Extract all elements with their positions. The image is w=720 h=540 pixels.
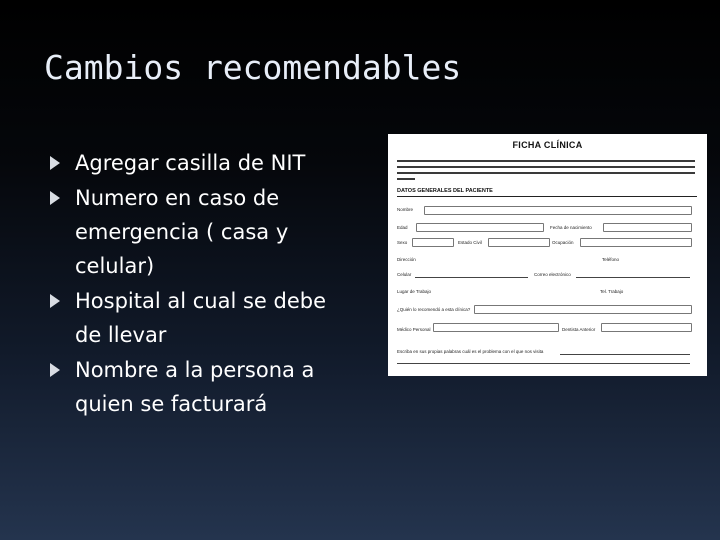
form-box-sexo	[412, 238, 454, 247]
form-section-rule	[397, 196, 697, 197]
form-box-dentista	[601, 323, 692, 332]
form-label-direccion: Dirección	[397, 257, 416, 262]
form-label-estado: Estado Civil	[458, 240, 482, 245]
form-label-sexo: Sexo	[397, 240, 408, 245]
form-box-estado	[488, 238, 550, 247]
form-line-correo	[576, 277, 690, 278]
form-label-problema: Escriba en sus propias palabras cuál es el problema con el que nos visita	[397, 349, 544, 354]
bullet-text: Hospital al cual se debe de llevar	[75, 289, 327, 347]
form-box-edad	[416, 223, 544, 232]
bullet-item-billing	[48, 353, 358, 421]
triangle-bullet-icon	[50, 294, 60, 308]
bullet-item-nit	[48, 146, 358, 180]
form-label-ocupacion: Ocupación	[552, 240, 574, 245]
form-section-header: DATOS GENERALES DEL PACIENTE	[397, 188, 493, 194]
form-line-problema	[560, 354, 690, 355]
form-label-tel-trabajo: Tel. Trabajo	[600, 289, 624, 294]
form-title: FICHA CLÍNICA	[512, 140, 583, 150]
form-label-referido: ¿Quién lo recomendó a esta clínica?	[397, 307, 471, 312]
form-label-correo: Correo electrónico	[534, 272, 571, 277]
form-intro-line	[397, 172, 695, 174]
form-box-medico	[433, 323, 559, 332]
form-label-celular: Celular	[397, 272, 412, 277]
form-line-problema-2	[397, 363, 690, 364]
bullet-text: Nombre a la persona a quien se facturará	[75, 358, 315, 416]
form-box-referido	[474, 305, 692, 314]
triangle-bullet-icon	[50, 191, 60, 205]
slide-title: Cambios recomendables	[44, 48, 462, 87]
form-intro-line	[397, 160, 695, 162]
form-label-telefono: Teléfono	[602, 257, 620, 262]
form-line-celular	[415, 277, 528, 278]
form-label-nombre: Nombre	[397, 207, 414, 212]
form-label-fecha: Fecha de nacimiento	[550, 225, 592, 230]
form-intro-line	[397, 178, 415, 180]
triangle-bullet-icon	[50, 156, 60, 170]
form-intro-line	[397, 166, 695, 168]
form-box-ocupacion	[580, 238, 692, 247]
clinical-form-image	[388, 134, 707, 376]
triangle-bullet-icon	[50, 363, 60, 377]
bullet-text: Numero en caso de emergencia ( casa y celular)	[75, 186, 289, 278]
form-label-medico: Médico Personal	[397, 327, 431, 332]
form-box-nombre	[424, 206, 692, 215]
form-label-edad: Edad	[397, 225, 408, 230]
bullet-text: Agregar casilla de NIT	[75, 151, 306, 175]
form-label-lugar: Lugar de Trabajo	[397, 289, 432, 294]
form-label-dentista: Dentista Anterior	[562, 327, 596, 332]
bullet-list	[48, 146, 358, 422]
bullet-item-emergency	[48, 181, 358, 283]
form-box-fecha	[603, 223, 692, 232]
bullet-item-hospital	[48, 284, 358, 352]
